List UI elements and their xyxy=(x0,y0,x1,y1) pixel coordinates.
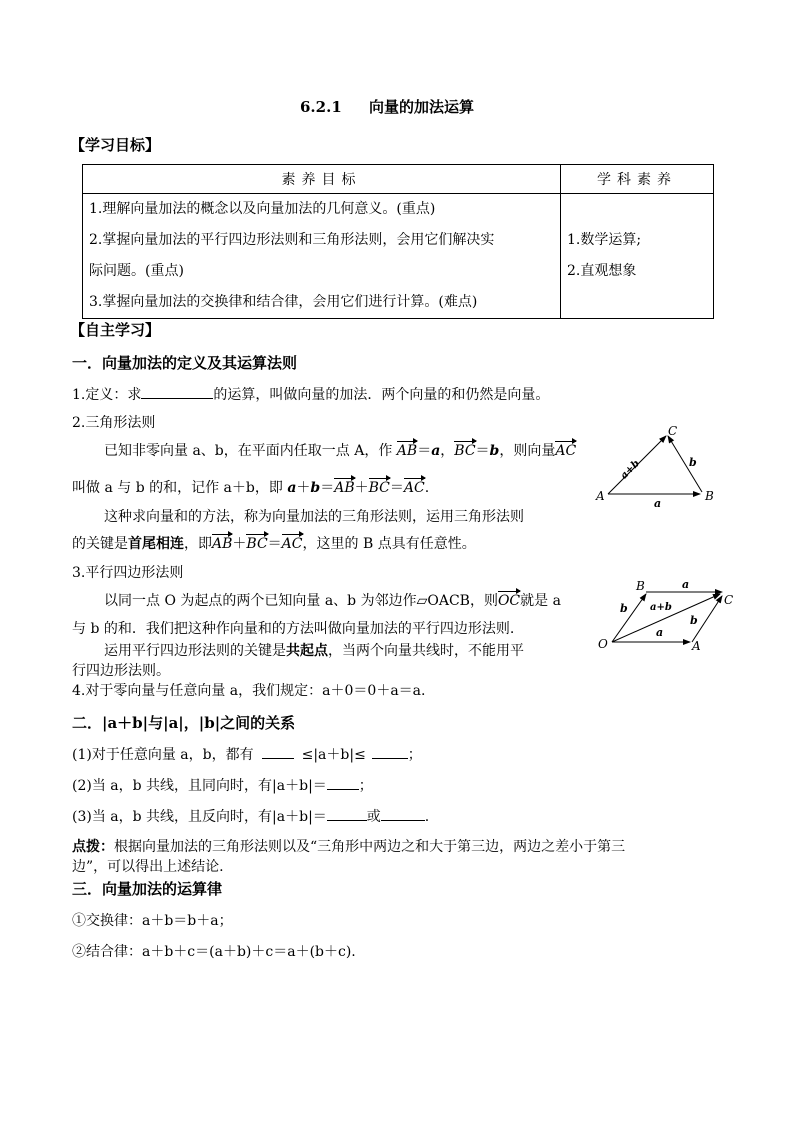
section-learning-goals: 【学习目标】 xyxy=(70,136,161,154)
associative-law: ②结合律：a＋b＋c＝(a＋b)＋c＝a＋(b＋c). xyxy=(72,944,356,960)
parallelogram-rule-p1-text-b: 就是 a xyxy=(520,593,561,609)
triangle-rule-p4-text-a: 的关键是 xyxy=(72,536,128,552)
relation-1-blank-right xyxy=(372,744,408,759)
title-number: 6.2.1 xyxy=(300,98,342,116)
tip-label: 点拨： xyxy=(72,839,114,855)
part2-heading: 二．|a＋b|与|a|，|b|之间的关系 xyxy=(72,714,296,732)
relation-2-blank xyxy=(327,775,359,790)
relation-3-text-b: 或 xyxy=(366,809,381,825)
triangle-rule-p1-text: 已知非零向量 a、b，在平面内任取一点 A，作 xyxy=(104,443,393,459)
key-head-to-tail: 首尾相连 xyxy=(128,536,184,552)
triangle-rule-p4-text-b: ，这里的 B 点具有任意性。 xyxy=(302,536,476,552)
relation-3-text-c: . xyxy=(424,809,430,825)
label-sum: a+b xyxy=(618,458,642,482)
parallelogram-rule-p1 xyxy=(104,590,561,612)
literacy-line: 1.数学运算; xyxy=(567,232,642,248)
point-b-label: B xyxy=(636,579,645,593)
relation-line-3 xyxy=(72,806,429,828)
relation-1-text-a: (1)对于任意向量 a，b，都有 xyxy=(72,747,254,763)
triangle-rule-p2 xyxy=(72,477,429,499)
label-b-right: b xyxy=(690,614,698,627)
relation-2-text-a: (2)当 a，b 共线，且同向时，有|a＋b|＝ xyxy=(72,778,327,794)
label-a-bottom: a xyxy=(656,626,664,639)
goals-table xyxy=(82,164,714,319)
literacy-line: 2.直观想象 xyxy=(567,263,637,279)
title-text: 向量的加法运算 xyxy=(369,98,475,116)
definition-blank xyxy=(141,384,213,399)
triangle-rule-title: 2.三角形法则 xyxy=(72,415,156,431)
point-b-label: B xyxy=(705,489,714,503)
relation-2-text-b: ； xyxy=(358,778,373,794)
parallelogram-rule-p3 xyxy=(104,640,524,662)
relation-line-2 xyxy=(72,775,373,797)
triangle-rule-p4: 的关键是首尾相连，即AB＋BC＝AC，这里的 B 点具有任意性。 xyxy=(72,533,476,555)
goals-header: 素养目标 xyxy=(83,165,561,194)
parallelogram-rule-p1-text: 以同一点 O 为起点的两个已知向量 a、b 为邻边作▱OACB，则 xyxy=(104,593,498,609)
label-b-left: b xyxy=(620,602,628,615)
literacy-cell xyxy=(561,194,714,319)
triangle-rule-figure xyxy=(594,420,724,510)
relation-3-blank-1 xyxy=(327,806,367,821)
parallelogram-rule-p3-text-a: 运用平行四边形法则的关键是 xyxy=(104,643,286,659)
parallelogram-rule-p2: 与 b 的和．我们把这种作向量和的方法叫做向量加法的平行四边形法则. xyxy=(72,621,515,637)
definition-line xyxy=(72,384,549,406)
vec-key-formula: AB＋BC＝AC xyxy=(212,536,303,552)
literacy-header: 学科素养 xyxy=(561,165,714,194)
triangle-rule-p3: 这种求向量和的方法，称为向量加法的三角形法则，运用三角形法则 xyxy=(104,509,524,525)
relation-line-1 xyxy=(72,744,422,766)
vec-sum-formula: a＋b＝AB＋BC＝AC. xyxy=(287,480,429,496)
parallelogram-rule-figure xyxy=(594,574,744,656)
part3-heading: 三．向量加法的运算律 xyxy=(72,880,223,898)
relation-3-blank-2 xyxy=(381,806,425,821)
relation-1-text-b: ≤|a＋b|≤ xyxy=(301,747,366,763)
point-c-label: C xyxy=(724,593,734,607)
label-a-top: a xyxy=(682,578,690,591)
point-a-label: A xyxy=(692,639,701,653)
point-c-label: C xyxy=(668,424,678,438)
relation-3-text-a: (3)当 a，b 共线，且反向时，有|a＋b|＝ xyxy=(72,809,327,825)
parallelogram-rule-p4: 行四边形法则。 xyxy=(72,663,170,679)
label-b: b xyxy=(689,456,697,469)
relation-1-blank-left xyxy=(262,744,294,759)
label-sum: a+b xyxy=(650,602,672,613)
label-a: a xyxy=(654,497,662,510)
point-a-label: A xyxy=(596,489,605,503)
vec-oc: OC xyxy=(498,590,520,612)
triangle-rule-p1 xyxy=(104,440,576,462)
part1-heading: 一．向量加法的定义及其运算法则 xyxy=(72,354,298,372)
definition-text-a: 1.定义：求 xyxy=(72,387,142,403)
triangle-rule-p2-text: 叫做 a 与 b 的和，记作 a＋b，即 xyxy=(72,480,283,496)
parallelogram-rule-p3-text-b: ，当两个向量共线时，不能用平 xyxy=(328,643,524,659)
tip-text-1: 根据向量加法的三角形法则以及“三角形中两边之和大于第三边，两边之差小于第三 xyxy=(114,839,626,855)
page-title xyxy=(300,96,474,117)
goal-line: 2.掌握向量加法的平行四边形法则和三角形法则，会用它们解决实 xyxy=(89,232,495,248)
goal-line: 1.理解向量加法的概念以及向量加法的几何意义。(重点) xyxy=(89,201,436,217)
key-common-start: 共起点 xyxy=(286,643,328,659)
goals-cell xyxy=(83,194,561,319)
goal-line: 际问题。(重点) xyxy=(89,263,184,279)
tip-line-1 xyxy=(72,836,625,858)
relation-1-text-c: ； xyxy=(407,747,422,763)
zero-vector-rule: 4.对于零向量与任意向量 a，我们规定：a＋0＝0＋a＝a. xyxy=(72,683,426,699)
parallelogram-rule-title: 3.平行四边形法则 xyxy=(72,565,184,581)
tip-line-2: 边”，可以得出上述结论. xyxy=(72,859,224,875)
vec-formula-ab: AB＝a，BC＝b，则向量AC xyxy=(397,443,576,459)
definition-text-b: 的运算，叫做向量的加法．两个向量的和仍然是向量。 xyxy=(213,387,550,403)
point-o-label: O xyxy=(598,637,608,651)
goal-line: 3.掌握向量加法的交换律和结合律，会用它们进行计算。(难点) xyxy=(89,294,478,310)
section-self-study: 【自主学习】 xyxy=(70,321,161,339)
vector-b-line xyxy=(668,436,702,492)
commutative-law: ①交换律：a＋b＝b＋a； xyxy=(72,913,233,929)
